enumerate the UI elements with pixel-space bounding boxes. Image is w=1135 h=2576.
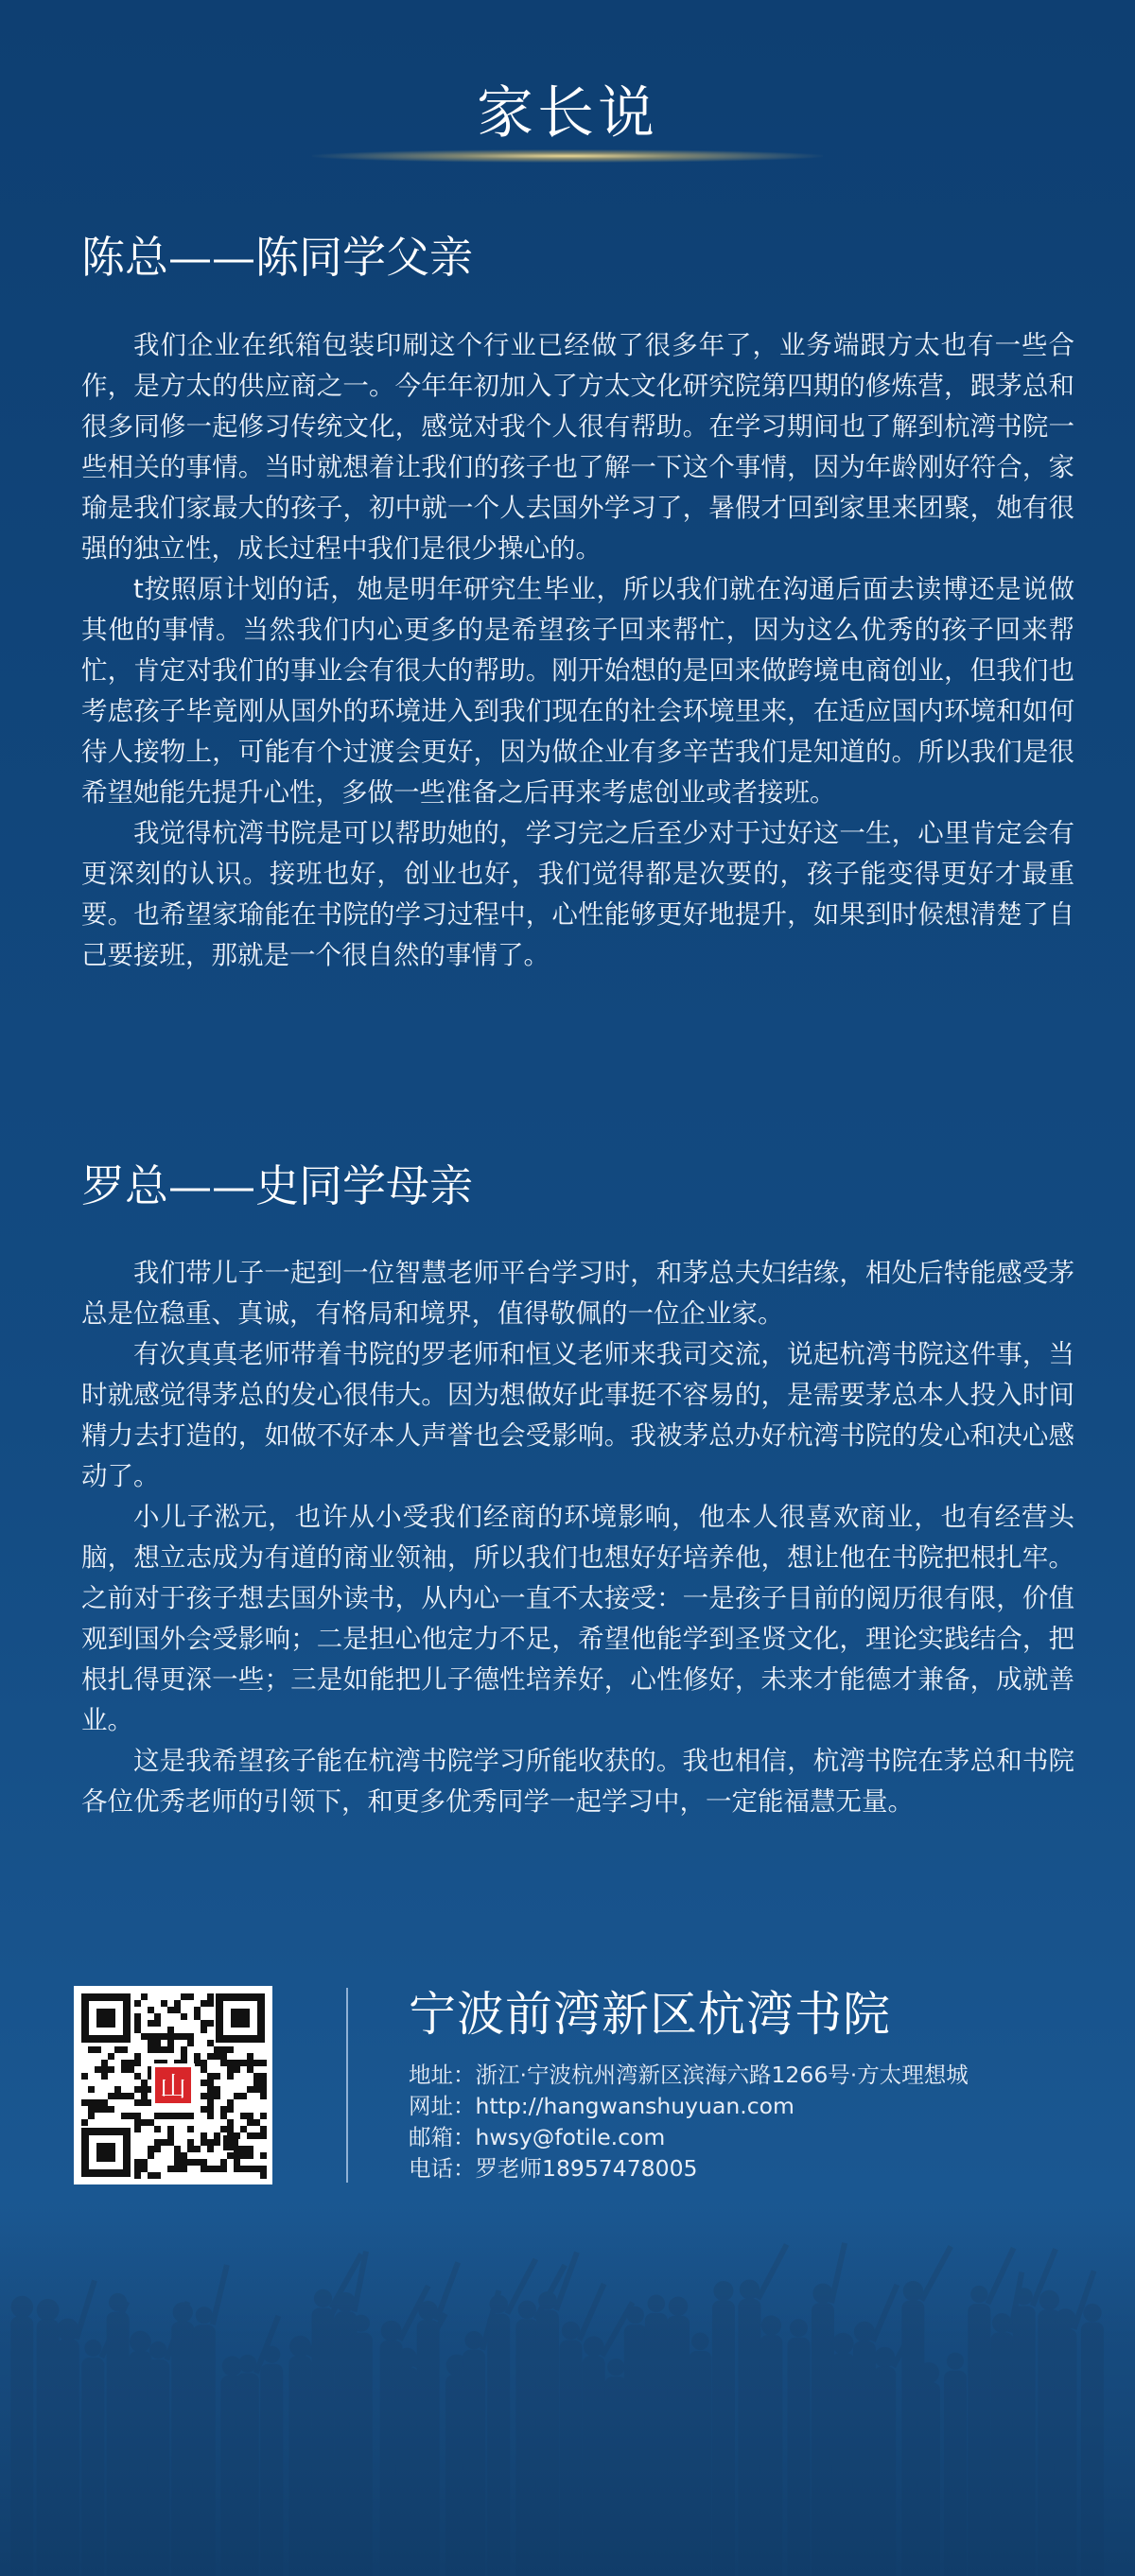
crowd-silhouette-image	[0, 2203, 1135, 2576]
address-line: 地址：浙江·宁波杭州湾新区滨海六路1266号·方太理想城	[409, 2062, 969, 2088]
section-body-chen	[81, 325, 1074, 976]
section-body-luo	[81, 1253, 1074, 1822]
paragraph: 这是我希望孩子能在杭湾书院学习所能收获的。我也相信，杭湾书院在茅总和书院各位优秀老师的引领下，和更多优秀同学一起学习中，一定能福慧无量。	[81, 1746, 1074, 1817]
qr-logo-glyph: 山	[159, 2071, 187, 2102]
org-name: 宁波前湾新区杭湾书院	[409, 1987, 891, 2042]
qr-code-graphic	[74, 1986, 272, 2184]
paragraph: 我觉得杭湾书院是可以帮助她的，学习完之后至少对于过好这一生，心里肯定会有更深刻的认识。接班也好，创业也好，我们觉得都是次要的，孩子能变得更好才最重要。也希望家瑜能在书院的学习过程中，心性能够更好地提升，如果到时候想清楚了自己要接班，那就是一个很自然的事情了。	[81, 818, 1074, 970]
section-title-luo: 罗总——史同学母亲	[81, 1160, 473, 1211]
title-underline-glow	[312, 149, 823, 163]
page-title: 家长说	[477, 80, 658, 147]
paragraph: 有次真真老师带着书院的罗老师和恒义老师来我司交流，说起杭湾书院这件事，当时就感觉得茅总的发心很伟大。因为想做好此事挺不容易的，是需要茅总本人投入时间精力去打造的，如做不好本人声誉也会受影响。我被茅总办好杭湾书院的发心和决心感动了。	[81, 1339, 1074, 1491]
paragraph: t按照原计划的话，她是明年研究生毕业，所以我们就在沟通后面去读博还是说做其他的事情。当然我们内心更多的是希望孩子回来帮忙，因为这么优秀的孩子回来帮忙，肯定对我们的事业会有很大的帮助。刚开始想的是回来做跨境电商创业，但我们也考虑孩子毕竟刚从国外的环境进入到我们现在的社会环境里来，在适应国内环境和如何待人接物上，可能有个过渡会更好，因为做企业有多辛苦我们是知道的。所以我们是很希望她能先提升心性，多做一些准备之后再来考虑创业或者接班。	[81, 574, 1074, 808]
paragraph: 我们带儿子一起到一位智慧老师平台学习时，和茅总夫妇结缘，相处后特能感受茅总是位稳重、真诚，有格局和境界，值得敬佩的一位企业家。	[81, 1258, 1074, 1329]
paragraph: 小儿子淞元，也许从小受我们经商的环境影响，他本人很喜欢商业，也有经营头脑，想立志成为有道的商业领袖，所以我们也想好好培养他，想让他在书院把根扎牢。之前对于孩子想去国外读书，从内心一直不太接受：一是孩子目前的阅历很有限，价值观到国外会受影响；二是担心他定力不足，希望他能学到圣贤文化，理论实践结合，把根扎得更深一些；三是如能把儿子德性培养好，心性修好，未来才能德才兼备，成就善业。	[81, 1502, 1074, 1735]
email-line: 邮箱：hwsy@fotile.com	[409, 2124, 666, 2150]
footer-divider	[346, 1988, 348, 2183]
section-title-chen: 陈总——陈同学父亲	[81, 232, 473, 283]
qr-code-image	[74, 1986, 272, 2184]
phone-line: 电话：罗老师18957478005	[409, 2155, 698, 2182]
contact-info	[409, 2060, 969, 2184]
paragraph: 我们企业在纸箱包装印刷这个行业已经做了很多年了，业务端跟方太也有一些合作，是方太的供应商之一。今年年初加入了方太文化研究院第四期的修炼营，跟茅总和很多同修一起修习传统文化，感觉对我个人很有帮助。在学习期间也了解到杭湾书院一些相关的事情。当时就想着让我们的孩子也了解一下这个事情，因为年龄刚好符合，家瑜是我们家最大的孩子，初中就一个人去国外学习了，暑假才回到家里来团聚，她有很强的独立性，成长过程中我们是很少操心的。	[81, 330, 1074, 564]
website-line: 网址：http://hangwanshuyuan.com	[409, 2093, 794, 2119]
